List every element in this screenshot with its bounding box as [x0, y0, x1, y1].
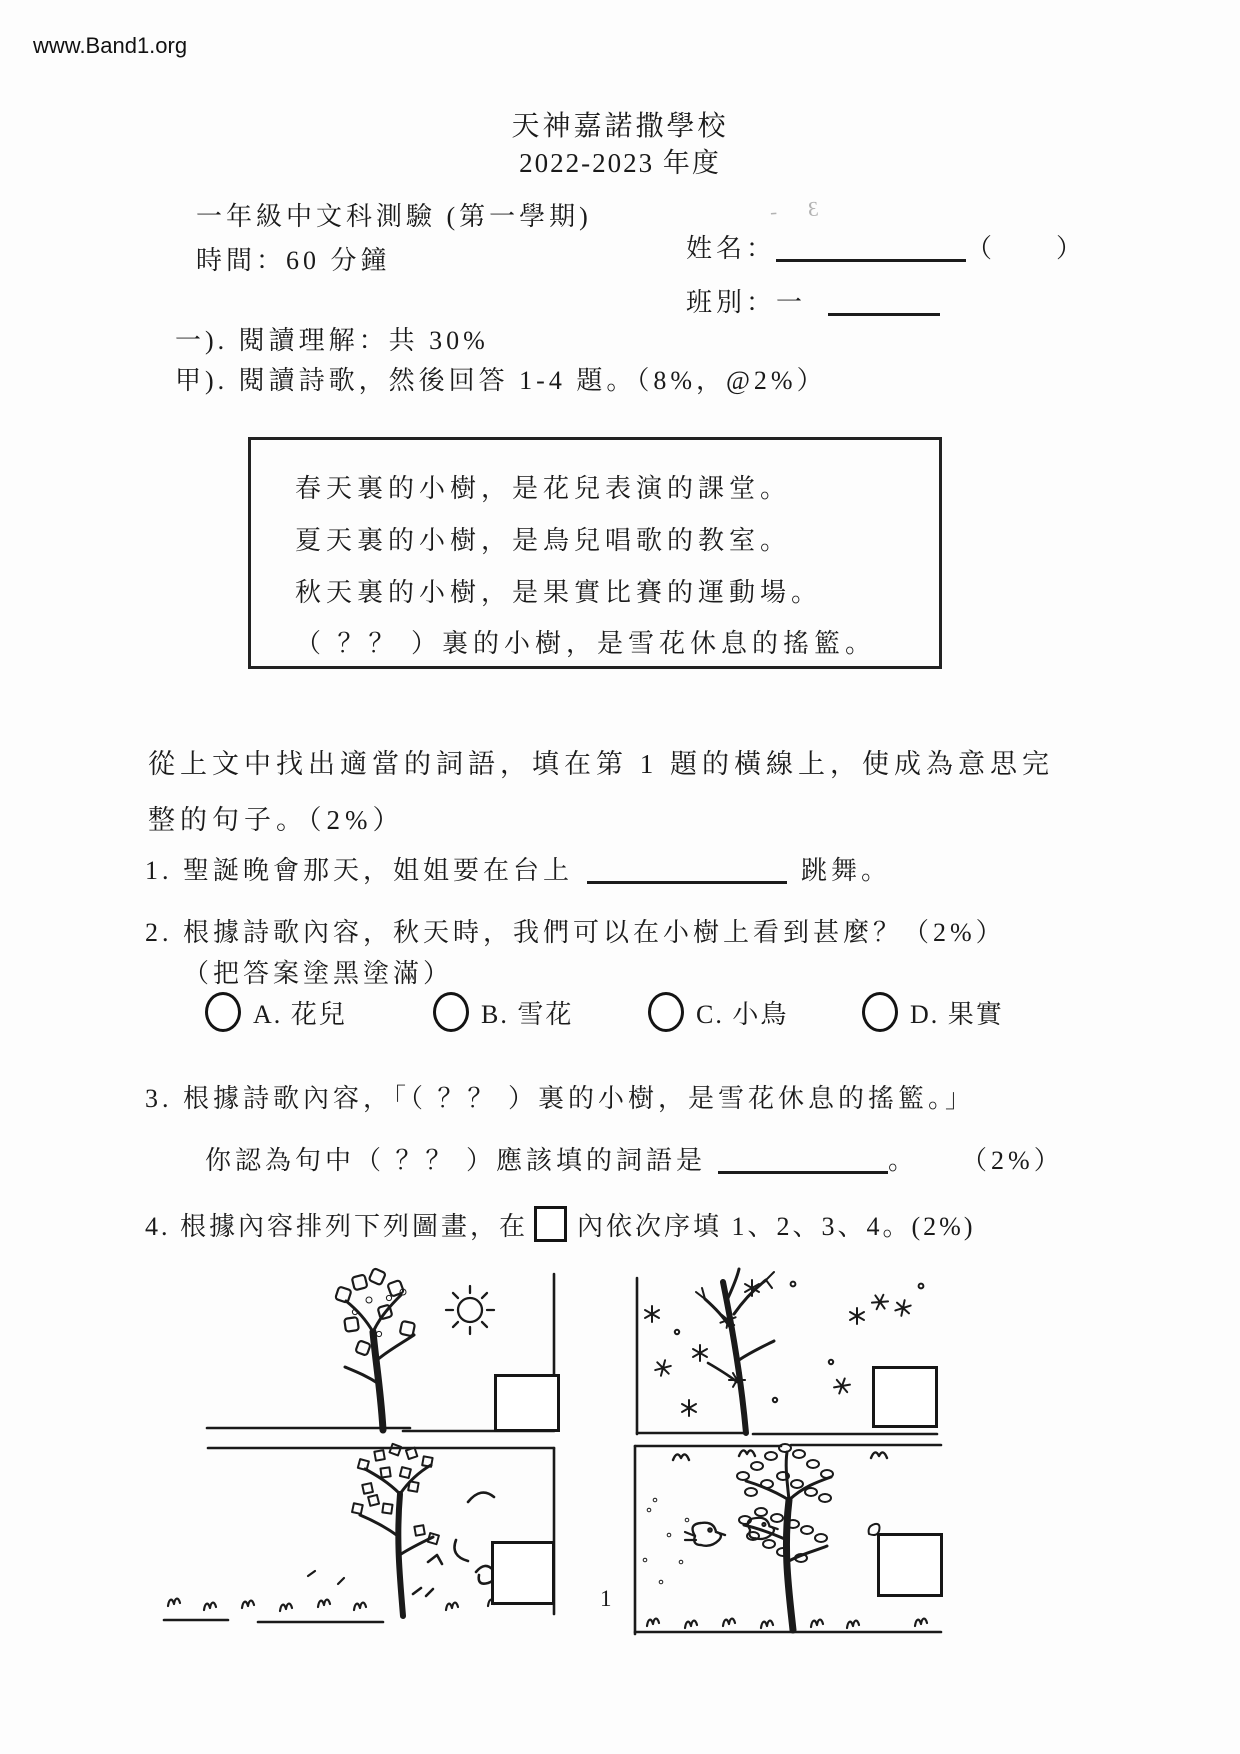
option-a-label: A. 花兒	[253, 1000, 347, 1029]
question-4-text: 4. 根據內容排列下列圖畫，在	[145, 1212, 529, 1241]
question-2: 2. 根據詩歌內容，秋天時，我們可以在小樹上看到甚麼？（2%）	[145, 918, 1006, 947]
question-2-note: （把答案塗黑塗滿）	[183, 959, 454, 988]
option-d-label: D. 果實	[910, 1000, 1004, 1029]
site-watermark: www.Band1.org	[33, 33, 188, 58]
option-c-bubble[interactable]	[648, 992, 684, 1032]
bird-icon	[685, 1523, 725, 1546]
option-b-bubble[interactable]	[433, 992, 469, 1032]
name-input-line[interactable]	[776, 235, 966, 262]
specks	[643, 1498, 689, 1584]
bare-tree	[696, 1269, 774, 1433]
poem-line-autumn: 秋天裏的小樹，是果實比賽的運動場。	[295, 578, 823, 607]
poem-line-spring: 春天裏的小樹，是花兒表演的課堂。	[295, 474, 792, 503]
option-d-bubble[interactable]	[862, 992, 898, 1032]
spring-tree	[335, 1268, 415, 1430]
answer-box-summer[interactable]	[877, 1533, 943, 1597]
option-c-label: C. 小鳥	[696, 1000, 789, 1029]
option-b	[433, 992, 573, 1032]
option-a-bubble[interactable]	[205, 992, 241, 1032]
poem-box	[248, 437, 942, 669]
exam-duration: 時間：60 分鐘	[196, 246, 391, 275]
academic-year: 2022-2023 年度	[519, 148, 721, 178]
answer-box-winter[interactable]	[872, 1366, 938, 1428]
name-paren: （ ）	[966, 234, 1087, 263]
part-one-heading: 一). 閱讀理解：共 30%	[175, 326, 489, 355]
part-a-heading: 甲). 閱讀詩歌，然後回答 1-4 題。（8%，@2%）	[175, 366, 827, 395]
answer-box-autumn[interactable]	[491, 1541, 555, 1605]
exam-title: 一年級中文科測驗 (第一學期)	[196, 202, 592, 231]
instruction-line-2: 整的句子。（2%）	[148, 805, 405, 835]
option-a	[205, 992, 347, 1032]
question-3-marks: （2%）	[974, 1146, 1064, 1175]
class-label: 班別：一	[686, 288, 807, 317]
school-name: 天神嘉諾撒學校	[511, 111, 729, 142]
grass-tufts	[168, 1571, 500, 1611]
question-1-tail: 跳舞。	[801, 856, 892, 885]
option-d	[862, 992, 1004, 1032]
instruction-line-1: 從上文中找出適當的詞語，填在第 1 題的橫線上，使成為意思完	[148, 749, 1054, 779]
question-1-text: 1. 聖誕晚會那天，姐姐要在台上	[145, 856, 574, 885]
question-3-line-1: 3. 根據詩歌內容，「（ ？？ ）裏的小樹，是雪花休息的搖籃。」	[145, 1084, 976, 1113]
name-label: 姓名：	[686, 234, 777, 263]
question-3-answer-line[interactable]	[718, 1147, 888, 1174]
option-b-label: B. 雪花	[481, 1000, 574, 1029]
question-3-text: 你認為句中（ ？？ ）應該填的詞語是	[205, 1146, 707, 1175]
class-input-line[interactable]	[828, 289, 940, 316]
page-number: 1	[600, 1586, 612, 1611]
class-row	[686, 282, 940, 319]
answer-box-spring[interactable]	[494, 1374, 560, 1432]
question-4-tail: 內依次序填 1、2、3、4。(2%)	[577, 1212, 976, 1241]
question-4	[145, 1206, 976, 1243]
flying-bird-marks	[673, 1450, 887, 1460]
poem-line-winter: （ ？？ ）裏的小樹，是雪花休息的搖籃。	[295, 629, 877, 658]
question-1-answer-line[interactable]	[587, 857, 787, 884]
square-symbol	[534, 1206, 567, 1242]
poem-line-summer: 夏天裏的小樹，是鳥兒唱歌的教室。	[295, 526, 792, 555]
name-row	[686, 228, 1086, 265]
option-c	[648, 992, 788, 1032]
grass	[647, 1619, 927, 1628]
question-3-line-2	[205, 1140, 1064, 1177]
sun-icon	[446, 1286, 494, 1334]
autumn-tree	[352, 1444, 439, 1616]
pencil-mark: - Ɛ	[769, 196, 822, 224]
falling-leaves	[413, 1493, 496, 1596]
question-3-period: 。	[888, 1146, 919, 1175]
question-1	[145, 850, 891, 887]
